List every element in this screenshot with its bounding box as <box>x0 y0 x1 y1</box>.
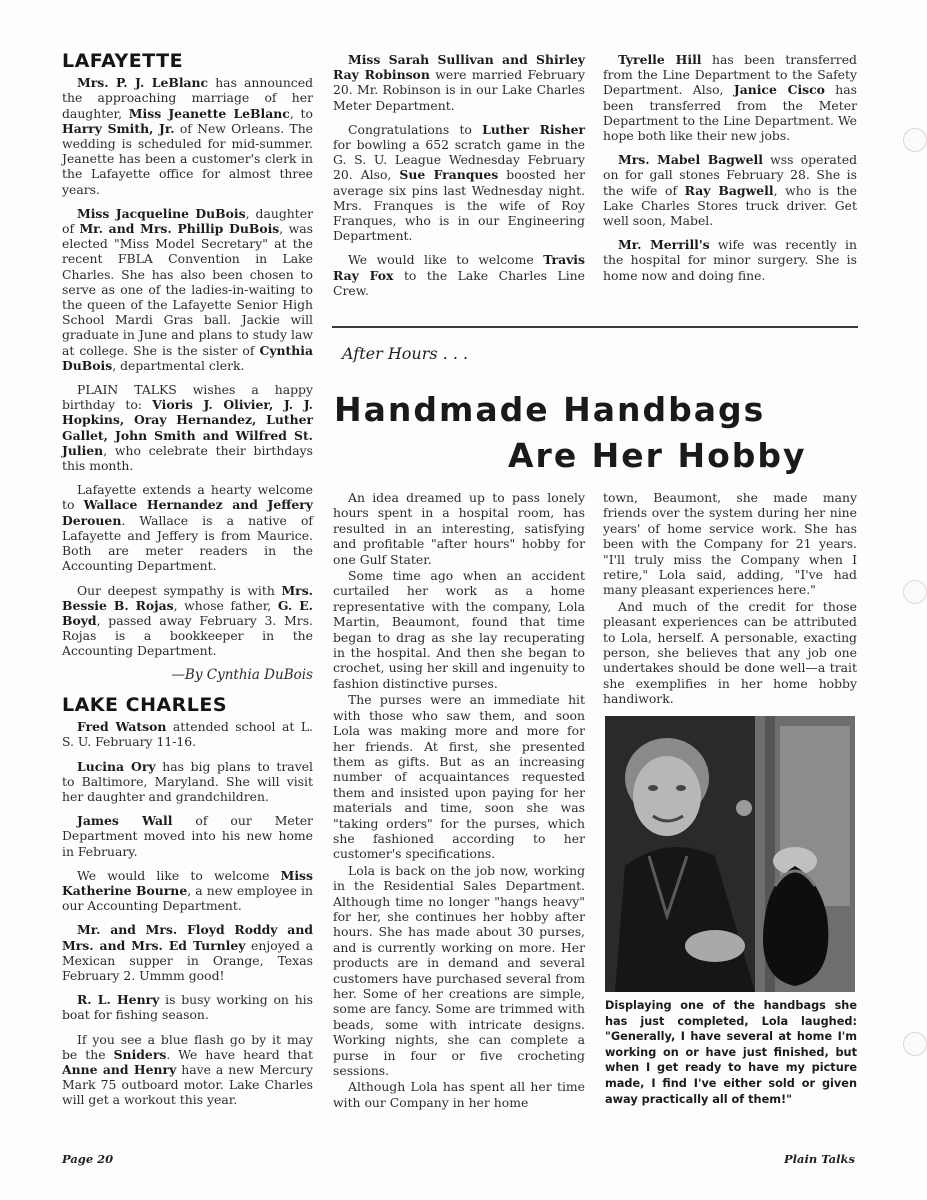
feature-paragraph: And much of the credit for those pleasant experiences can be attributed to Lola, herself. A personable, exacting person, she believes that any job one undertakes should be done well—a trait she exemplifies in her home hobby handiwork. <box>603 598 857 707</box>
lafayette-news-item: Lafayette extends a hearty welcome to Wallace Hernandez and Jeffery Derouen. Wallace is a native of Lafayette and Jeffery is from Maurice. Both are meter readers in the Accounting Department. <box>62 482 313 574</box>
feature-paragraph: An idea dreamed up to pass lonely hours spent in a hospital room, has resulted in an interesting, satisfying and profitable "after hours" hobby for one Gulf Stater. <box>333 490 585 567</box>
feature-headline-line1: Handmade Handbags <box>334 390 766 429</box>
feature-paragraph: Some time ago when an accident curtailed her work as a home representative with the company, Lola Martin, Beaumont, found that time began to drag as she lay recuperating in the hospital. And then she began to crochet, using her skill and ingenuity to fashion distinctive purses. <box>333 568 585 691</box>
section-heading-lake-charles: LAKE CHARLES <box>62 694 228 716</box>
lafayette-news-item: Our deepest sympathy is with Mrs. Bessie B. Rojas, whose father, G. E. Boyd, passed away February 3. Mrs. Rojas is a bookkeeper in the Accounting Department. <box>62 582 313 659</box>
news-item: We would like to welcome Travis Ray Fox to the Lake Charles Line Crew. <box>333 252 585 298</box>
section-heading-lafayette: LAFAYETTE <box>62 50 184 72</box>
lake-charles-news-item: R. L. Henry is busy working on his boat for fishing season. <box>62 992 313 1023</box>
photo-caption: Displaying one of the handbags she has just completed, Lola laughed: "Generally, I have several at home I'm working on or have just finished, but when I get ready to have my picture made, I find I've either sold or given away practically all of them!" <box>605 999 857 1106</box>
feature-paragraph: Lola is back on the job now, working in the Residential Sales Department. Although time no longer "hangs heavy" for her, she continues her hobby after hours. She has made about 30 purses, and is currently working on more. Her products are in demand and several customers have purchased several from her. Some of her creations are simple, some are fancy. Some are trimmed with beads, some with intricate designs. Working nights, she can complete a purse in four or five crocheting sessions. <box>333 862 585 1079</box>
lafayette-news-item: PLAIN TALKS wishes a happy birthday to: Vioris J. Olivier, J. J. Hopkins, Oray Hernandez, Luther Gallet, John Smith and Wilfred St. Julien, who celebrate their birthdays this month. <box>62 382 313 474</box>
publication-name: Plain Talks <box>784 1152 855 1166</box>
feature-body-column-2 <box>603 490 857 708</box>
middle-column-top <box>333 52 585 307</box>
news-item: Mrs. Mabel Bagwell wss operated on for gall stones February 28. She is the wife of Ray Bagwell, who is the Lake Charles Stores truck driver. Get well soon, Mabel. <box>603 152 857 229</box>
left-column <box>62 50 314 683</box>
lake-charles-news-item: We would like to welcome Miss Katherine Bourne, a new employee in our Accounting Department. <box>62 867 314 914</box>
section-divider <box>332 326 858 328</box>
binder-hole-marker <box>903 580 927 604</box>
feature-headline-line2: Are Her Hobby <box>508 436 807 475</box>
feature-kicker: After Hours . . . <box>342 344 469 363</box>
lafayette-news-item: Miss Jacqueline DuBois, daughter of Mr. and Mrs. Phillip DuBois, was elected "Miss Model Secretary" at the recent FBLA Convention in Lake Charles. She has also been chosen to serve as one of the ladies-in-waiting to the queen of the Lafayette Senior High School Mardi Gras ball. Jackie will graduate in June and plans to study law at college. She is the sister of Cynthia DuBois, departmental clerk. <box>62 205 313 373</box>
feature-paragraph: town, Beaumont, she made many friends over the system during her nine years' of home service work. She has been with the Company for 21 years. "I'll truly miss the Company when I retire," Lola said, adding, "I've had many pleasant experiences here." <box>603 490 857 598</box>
binder-hole-marker <box>903 1032 927 1056</box>
right-column-top <box>603 52 857 292</box>
feature-body-column-1 <box>333 490 585 1111</box>
news-item: Miss Sarah Sullivan and Shirley Ray Robinson were married February 20. Mr. Robinson is in our Lake Charles Meter Department. <box>333 52 585 113</box>
lake-charles-news-item: James Wall of our Meter Department moved into his new home in February. <box>62 813 313 859</box>
news-item: Mr. Merrill's wife was recently in the hospital for minor surgery. She is home now and doing fine. <box>603 237 857 283</box>
feature-photo <box>605 716 855 992</box>
news-item: Congratulations to Luther Risher for bowling a 652 scratch game in the G. S. U. League Wednesday February 20. Also, Sue Franques boosted her average six pins last Wednesday night. Mrs. Franques is the wife of Roy Franques, who is in our Engineering Department. <box>333 121 585 244</box>
lake-charles-news-item: Mr. and Mrs. Floyd Roddy and Mrs. and Mrs. Ed Turnley enjoyed a Mexican supper in Orange, Texas February 2. Ummm good! <box>62 922 313 984</box>
lafayette-news-item: Mrs. P. J. LeBlanc has announced the approaching marriage of her daughter, Miss Jeanette LeBlanc, to Harry Smith, Jr. of New Orleans. The wedding is scheduled for mid-summer. Jeanette has been a customer's clerk in the Lafayette office for almost three years. <box>62 75 314 197</box>
news-item: Tyrelle Hill has been transferred from the Line Department to the Safety Department. Also, Janice Cisco has been transferred from the Meter Department to the Line Department. We hope both like their new jobs. <box>603 52 858 144</box>
left-column-lake-charles <box>62 694 314 1117</box>
lake-charles-news-item: Fred Watson attended school at L. S. U. February 11-16. <box>62 719 313 750</box>
lake-charles-news-item: Lucina Ory has big plans to travel to Baltimore, Maryland. She will visit her daughter and grandchildren. <box>62 758 313 805</box>
photo-illustration <box>605 716 855 992</box>
page-number: Page 20 <box>62 1152 114 1166</box>
binder-hole-marker <box>903 128 927 152</box>
feature-paragraph: The purses were an immediate hit with those who saw them, and soon Lola was making more and more for her friends. At first, she presented them as gifts. But as an increasing number of acquaintances requested them and insisted upon paying for her materials and time, soon she was "taking orders" for the purses, which she fashioned according to her customer's specifications. <box>333 692 585 862</box>
feature-paragraph: Although Lola has spent all her time with our Company in her home <box>333 1079 585 1110</box>
lake-charles-news-item: If you see a blue flash go by it may be the Sniders. We have heard that Anne and Henry have a new Mercury Mark 75 outboard motor. Lake Charles will get a workout this year. <box>62 1031 313 1108</box>
byline: —By Cynthia DuBois <box>171 666 313 683</box>
